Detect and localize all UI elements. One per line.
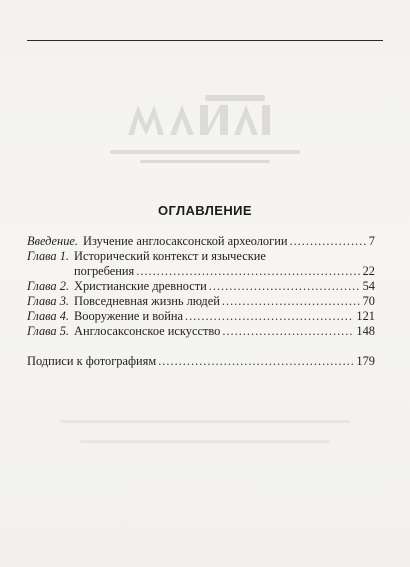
page-number: 70 [362,294,375,308]
toc-entry-introduction[interactable] [27,234,375,249]
section-gap [27,339,375,354]
page-number: 7 [368,234,375,248]
entry-label: Глава 1. [27,249,70,263]
entry-title: Исторический контекст и языческие [74,249,266,263]
page-number: 179 [356,354,375,368]
leader-dots [158,354,354,369]
leader-dots [222,294,361,309]
entry-title-continued: погребения [74,264,135,278]
page-number: 148 [356,324,375,338]
leader-dots [289,234,366,249]
page-number: 22 [362,264,375,278]
toc-entry-chapter-5[interactable] [27,324,375,339]
entry-label: Глава 5. [27,324,70,338]
page-number: 121 [356,309,375,323]
table-of-contents [27,234,375,369]
entry-title: Подписи к фотографиям [27,354,157,368]
entry-label: Глава 2. [27,279,70,293]
leader-dots [222,324,354,339]
entry-title: Изучение англосаксонской археологии [83,234,288,248]
entry-label: Глава 3. [27,294,70,308]
leader-dots [185,309,354,324]
toc-entry-chapter-3[interactable] [27,294,375,309]
leader-dots [209,279,361,294]
entry-title: Христианские древности [74,279,207,293]
leader-dots [136,264,360,279]
entry-label: Введение. [27,234,78,248]
toc-entry-chapter-2[interactable] [27,279,375,294]
toc-entry-chapter-1[interactable] [27,249,375,279]
toc-title: ОГЛАВЛЕНИЕ [158,203,252,218]
entry-label: Глава 4. [27,309,70,323]
entry-title: Англосаксонское искусство [74,324,221,338]
top-rule [27,40,383,41]
page-number: 54 [362,279,375,293]
entry-title: Повседневная жизнь людей [74,294,220,308]
entry-title: Вооружение и война [74,309,183,323]
toc-entry-photo-captions[interactable] [27,354,375,369]
toc-entry-chapter-4[interactable] [27,309,375,324]
